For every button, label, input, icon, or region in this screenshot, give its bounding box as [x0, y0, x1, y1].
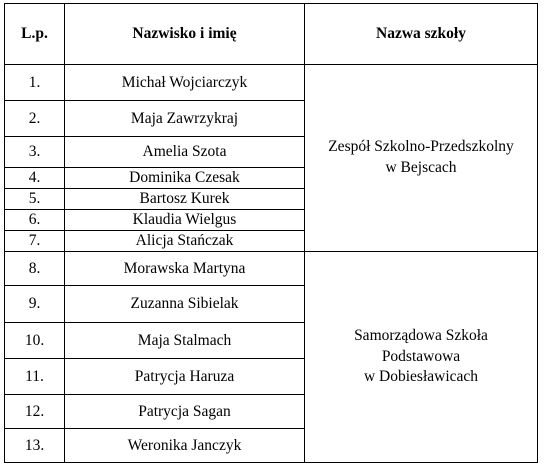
school-name-line: Zespół Szkolno-Przedszkolny	[328, 138, 514, 156]
row-number: 6.	[5, 210, 65, 231]
header-name: Nazwisko i imię	[65, 4, 305, 65]
header-school: Nazwa szkoły	[305, 4, 538, 65]
row-number: 12.	[5, 395, 65, 429]
student-name: Michał Wojciarczyk	[65, 65, 305, 101]
student-name: Alicja Stańczak	[65, 231, 305, 252]
row-number: 7.	[5, 231, 65, 252]
row-number: 11.	[5, 359, 65, 395]
student-name: Klaudia Wielgus	[65, 210, 305, 231]
row-number: 5.	[5, 189, 65, 210]
student-name: Patrycja Sagan	[65, 395, 305, 429]
row-number: 9.	[5, 286, 65, 323]
student-name: Zuzanna Sibielak	[65, 286, 305, 323]
school-name-cell	[305, 65, 538, 252]
header-row	[5, 4, 538, 65]
student-name: Amelia Szota	[65, 137, 305, 168]
student-name: Maja Stalmach	[65, 323, 305, 359]
row-number: 4.	[5, 168, 65, 189]
school-name-line: w Dobiesławicach	[363, 368, 479, 386]
row-number: 3.	[5, 137, 65, 168]
table-row	[5, 65, 538, 101]
row-number: 8.	[5, 252, 65, 286]
students-table	[4, 3, 538, 463]
table-row	[5, 252, 538, 286]
student-name: Morawska Martyna	[65, 252, 305, 286]
student-name: Bartosz Kurek	[65, 189, 305, 210]
row-number: 2.	[5, 101, 65, 137]
school-name-cell	[305, 252, 538, 463]
student-name: Patrycja Haruza	[65, 359, 305, 395]
school-name-line: Podstawowa	[381, 347, 461, 365]
row-number: 1.	[5, 65, 65, 101]
student-name: Dominika Czesak	[65, 168, 305, 189]
school-name-line: Samorządowa Szkoła	[354, 326, 488, 344]
header-lp: L.p.	[5, 4, 65, 65]
student-name: Maja Zawrzykraj	[65, 101, 305, 137]
school-name-line: w Bejscach	[385, 159, 457, 176]
row-number: 13.	[5, 429, 65, 463]
row-number: 10.	[5, 323, 65, 359]
student-name: Weronika Janczyk	[65, 429, 305, 463]
